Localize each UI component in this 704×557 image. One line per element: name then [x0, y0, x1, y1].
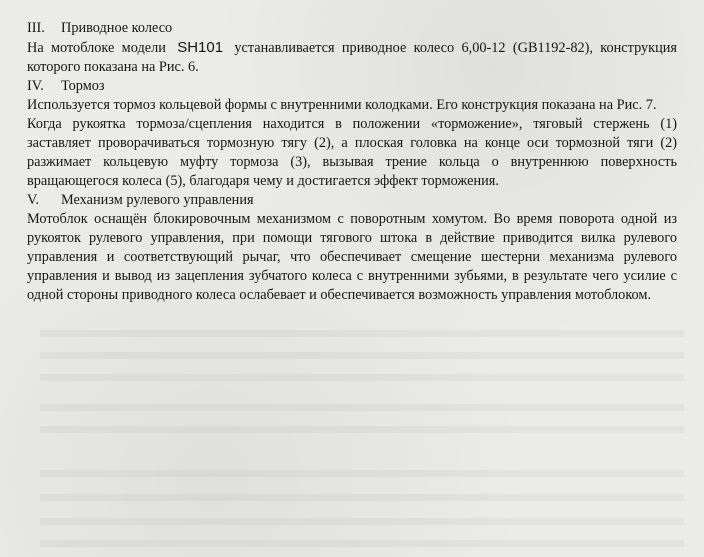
bleed-through-line: [40, 518, 684, 525]
bleed-through-line: [40, 494, 684, 501]
section-heading-steering: [27, 191, 677, 210]
section-title: Приводное колесо: [61, 20, 173, 36]
section-heading-brake: [27, 77, 677, 96]
model-name: SH101: [177, 39, 224, 56]
section-number: V.: [27, 192, 40, 208]
paragraph-brake-operation: Когда рукоятка тормоза/сцепления находится в положении «торможение», тяговый стержень (1) заставляет проворачиваться тормозную тягу (2), а плоская головка на конце оси тормозной тяги (2) разжимает кольцевую муфту тормоза (3), вызывая трение кольца о внутреннюю поверхность вращающегося колеса (5), благодаря чему и достигается эффект торможения.: [27, 116, 677, 189]
bleed-through-line: [40, 352, 684, 359]
paragraph-wheel: [27, 38, 677, 77]
document-body: [27, 19, 677, 305]
bleed-through-line: [40, 540, 684, 547]
bleed-through-line: [40, 374, 684, 381]
paragraph-brake-intro: Используется тормоз кольцевой формы с внутренними колодками. Его конструкция показана на Рис. 7.: [27, 97, 657, 113]
paragraph-text-post: устанавливается приводное колесо 6,00-12 (GB1192-82), конструкция которого показана на Рис. 6.: [27, 40, 678, 75]
bleed-through-line: [40, 404, 684, 411]
bleed-through-line: [40, 330, 684, 337]
section-title: Тормоз: [61, 78, 105, 94]
section-title: Механизм рулевого управления: [61, 192, 254, 208]
bleed-through-line: [40, 426, 684, 433]
section-heading-wheel: [27, 19, 677, 38]
bleed-through-line: [40, 470, 684, 477]
paragraph-text-pre: На мотоблоке модели: [27, 40, 174, 56]
section-number: IV.: [27, 78, 44, 94]
paragraph-steering: Мотоблок оснащён блокировочным механизмом с поворотным хомутом. Во время поворота одной из рукояток рулевого управления, при помощи тягового штока в действие приводится вилка рулевого управления и соответствующий рычаг, что обеспечивает смещение шестерни механизма рулевого управления и вывод из зацепления зубчатого колеса с внутренними зубьями, в результате чего усилие с одной стороны приводного колеса ослабевает и обеспечивается возможность управления мотоблоком.: [27, 211, 677, 303]
section-number: III.: [27, 20, 45, 36]
